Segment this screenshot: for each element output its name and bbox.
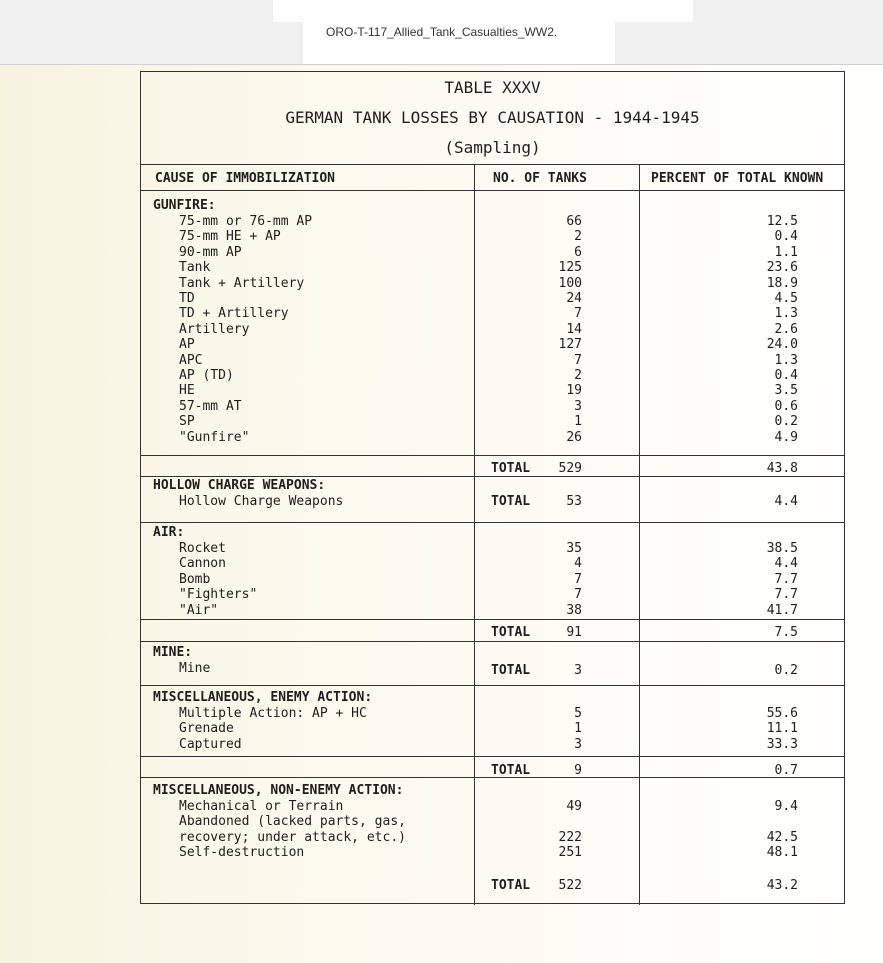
row-cause: "Air" xyxy=(179,602,219,618)
row-tanks: 7 xyxy=(574,571,582,587)
column-header-cause: CAUSE OF IMMOBILIZATION xyxy=(155,171,336,186)
section-divider xyxy=(141,641,844,642)
row-percent: 0.4 xyxy=(774,229,798,245)
total-divider xyxy=(141,619,844,620)
column-header-divider xyxy=(141,190,844,191)
row-percent: 11.1 xyxy=(766,721,798,737)
row-percent: 3.5 xyxy=(774,383,798,399)
row-percent: 12.5 xyxy=(766,214,798,229)
row-percent: 24.0 xyxy=(766,337,798,353)
document-page xyxy=(0,65,883,963)
column-header-tanks: NO. OF TANKS xyxy=(493,171,587,186)
row-tanks: 222 xyxy=(558,829,582,845)
total-divider xyxy=(141,756,844,757)
total-percent: 43.2 xyxy=(766,878,798,893)
total-tanks: 3 xyxy=(574,663,582,678)
row-percent: 1.3 xyxy=(774,306,798,322)
row-tanks: 2 xyxy=(574,368,582,383)
total-tanks: 9 xyxy=(574,763,582,778)
total-percent: 4.4 xyxy=(774,494,798,509)
row-percent: 2.6 xyxy=(774,321,798,337)
row-percent: 1.1 xyxy=(774,244,798,260)
row-cause: 75-mm or 76-mm AP xyxy=(179,214,313,229)
section-title: MINE: xyxy=(153,645,193,660)
row-cause: Cannon xyxy=(179,556,226,572)
row-tanks: 6 xyxy=(574,244,582,260)
row-percent: 38.5 xyxy=(766,541,798,556)
viewer-toolbar xyxy=(0,0,883,65)
total-percent: 0.2 xyxy=(774,663,798,678)
column-divider-1 xyxy=(474,164,475,905)
row-cause: Tank xyxy=(179,260,211,276)
row-percent: 1.3 xyxy=(774,352,798,368)
section-divider xyxy=(141,777,844,778)
row-tanks: 3 xyxy=(574,398,582,414)
total-tanks: 53 xyxy=(566,494,582,509)
section-divider xyxy=(141,476,844,477)
row-tanks: 1 xyxy=(574,414,582,430)
row-percent: 48.1 xyxy=(766,845,798,861)
row-percent: 4.9 xyxy=(774,429,798,445)
row-percent: 18.9 xyxy=(766,275,798,291)
total-label: TOTAL xyxy=(491,494,531,509)
row-cause: recovery; under attack, etc.) xyxy=(179,829,406,845)
toolbar-tab-area xyxy=(273,0,693,22)
section-title: AIR: xyxy=(153,525,185,540)
row-tanks: 7 xyxy=(574,352,582,368)
row-tanks: 49 xyxy=(566,799,582,814)
row-cause: SP xyxy=(179,414,195,430)
row-percent: 0.2 xyxy=(774,414,798,430)
row-percent: 4.5 xyxy=(774,291,798,306)
total-label: TOTAL xyxy=(491,625,531,640)
row-tanks: 3 xyxy=(574,736,582,752)
section-divider xyxy=(141,685,844,686)
row-cause: Abandoned (lacked parts, gas, xyxy=(179,814,406,830)
row-cause: Multiple Action: AP + HC xyxy=(179,706,367,721)
row-tanks: 251 xyxy=(558,845,582,861)
row-tanks: 38 xyxy=(566,602,582,618)
row-tanks: 7 xyxy=(574,587,582,603)
total-percent: 7.5 xyxy=(774,625,798,640)
row-cause: Grenade xyxy=(179,721,234,737)
row-cause: "Fighters" xyxy=(179,587,258,603)
row-cause: TD xyxy=(179,291,195,306)
row-cause: Artillery xyxy=(179,321,250,337)
row-tanks: 125 xyxy=(558,260,582,276)
row-cause: 90-mm AP xyxy=(179,244,242,260)
document-tab-title: ORO-T-117_Allied_Tank_Casualties_WW2. xyxy=(326,25,558,39)
section-title: MISCELLANEOUS, NON-ENEMY ACTION: xyxy=(153,783,404,798)
row-tanks: 7 xyxy=(574,306,582,322)
row-tanks: 100 xyxy=(558,275,582,291)
row-tanks: 4 xyxy=(574,556,582,572)
section-title: HOLLOW CHARGE WEAPONS: xyxy=(153,478,326,493)
row-percent: 4.4 xyxy=(774,556,798,572)
total-percent: 0.7 xyxy=(774,763,798,778)
row-cause: "Gunfire" xyxy=(179,429,250,445)
row-cause: Captured xyxy=(179,736,242,752)
document-tab[interactable] xyxy=(303,20,615,64)
total-percent: 43.8 xyxy=(766,461,798,476)
total-divider xyxy=(141,455,844,456)
row-percent: 0.6 xyxy=(774,398,798,414)
column-divider-2 xyxy=(639,164,640,905)
column-header-percent: PERCENT OF TOTAL KNOWN xyxy=(651,171,824,186)
row-percent: 0.4 xyxy=(774,368,798,383)
total-label: TOTAL xyxy=(491,663,531,678)
row-percent: 7.7 xyxy=(774,571,798,587)
row-cause: Mechanical or Terrain xyxy=(179,799,344,814)
row-cause: AP xyxy=(179,337,195,353)
section-divider xyxy=(141,522,844,523)
row-percent: 9.4 xyxy=(774,799,798,814)
row-tanks: 5 xyxy=(574,706,582,721)
total-label: TOTAL xyxy=(491,878,531,893)
row-tanks: 19 xyxy=(566,383,582,399)
row-cause: 57-mm AT xyxy=(179,398,242,414)
row-tanks: 24 xyxy=(566,291,582,306)
row-cause: Tank + Artillery xyxy=(179,275,305,291)
row-percent: 42.5 xyxy=(766,829,798,845)
row-tanks: 66 xyxy=(566,214,582,229)
table-number: TABLE XXXV xyxy=(444,78,541,97)
row-cause: Bomb xyxy=(179,571,211,587)
total-label: TOTAL xyxy=(491,461,531,476)
row-percent: 55.6 xyxy=(766,706,798,721)
row-cause: Rocket xyxy=(179,541,226,556)
row-tanks: 14 xyxy=(566,321,582,337)
row-cause: HE xyxy=(179,383,195,399)
row-cause: Hollow Charge Weapons xyxy=(179,494,344,509)
row-cause: 75-mm HE + AP xyxy=(179,229,281,245)
row-cause: TD + Artillery xyxy=(179,306,289,322)
row-cause: AP (TD) xyxy=(179,368,234,383)
row-percent: 33.3 xyxy=(766,736,798,752)
total-label: TOTAL xyxy=(491,763,531,778)
table-subtitle: (Sampling) xyxy=(444,138,541,157)
row-cause: APC xyxy=(179,352,203,368)
total-tanks: 522 xyxy=(558,878,582,893)
header-divider xyxy=(141,164,844,165)
row-percent: 7.7 xyxy=(774,587,798,603)
row-cause: Mine xyxy=(179,661,211,676)
table-title: GERMAN TANK LOSSES BY CAUSATION - 1944-1945 xyxy=(285,108,700,127)
row-percent: 41.7 xyxy=(766,602,798,618)
section-title: GUNFIRE: xyxy=(153,198,216,213)
row-tanks: 26 xyxy=(566,429,582,445)
row-tanks: 2 xyxy=(574,229,582,245)
row-tanks: 35 xyxy=(566,541,582,556)
row-cause: Self-destruction xyxy=(179,845,305,861)
total-tanks: 91 xyxy=(566,625,582,640)
total-tanks: 529 xyxy=(558,461,582,476)
row-tanks: 1 xyxy=(574,721,582,737)
row-percent: 23.6 xyxy=(766,260,798,276)
losses-table xyxy=(140,71,845,904)
section-title: MISCELLANEOUS, ENEMY ACTION: xyxy=(153,690,373,705)
row-tanks: 127 xyxy=(558,337,582,353)
